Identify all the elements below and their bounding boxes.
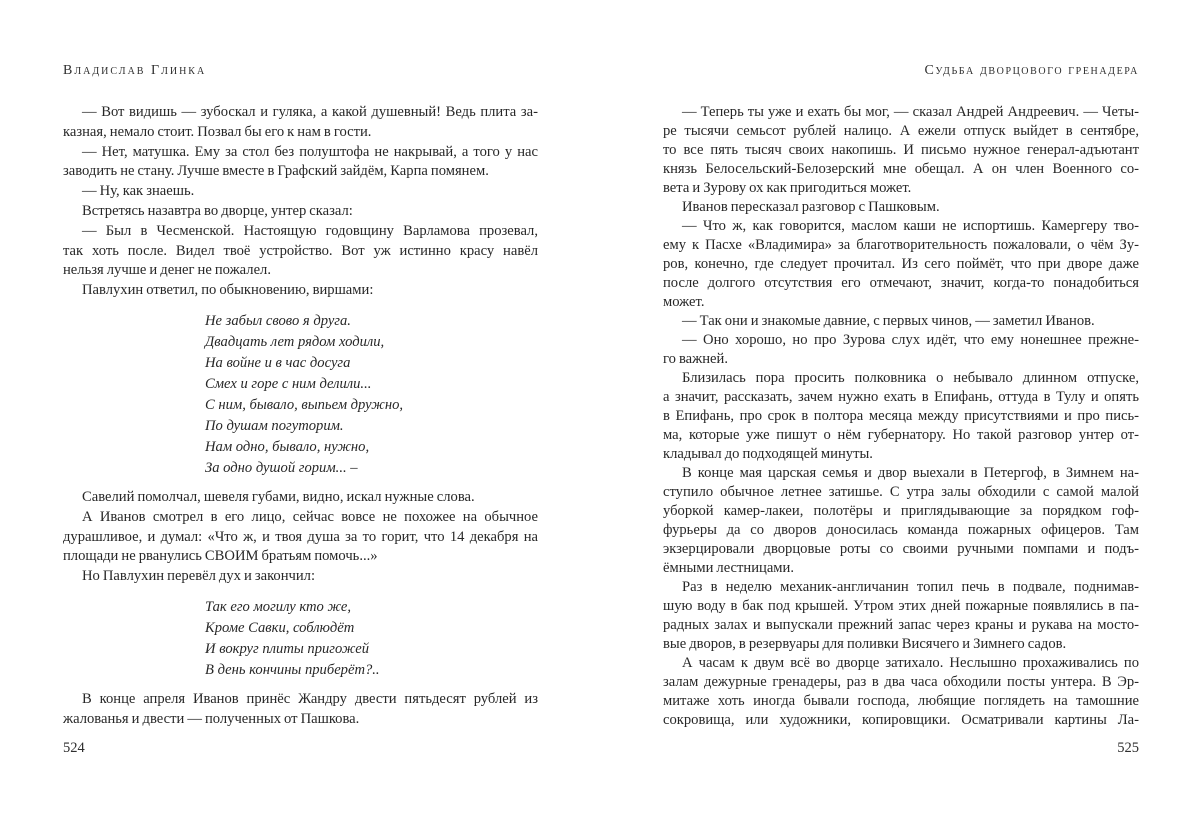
text-line: вые дворов, в резервуары для поливки Висячего и Зимнего садов. (663, 636, 1067, 652)
text-line: в Епифань, про срок в полтора месяца между присутствиями и про пись- (663, 408, 1139, 424)
paragraph-block (663, 578, 1139, 654)
paragraph-block (63, 202, 538, 222)
text-line: Кроме Савки, соблюдёт (205, 619, 355, 636)
page-number-left: 524 (63, 740, 85, 756)
text-line: митаже хоть иногда бывали господа, любящие поглядеть на тамошние (663, 693, 1139, 709)
text-line: после долгого отсутствия его отмечают, значит, когда-то понадобиться (663, 275, 1139, 291)
paragraph-block (663, 654, 1139, 730)
paragraph-block (63, 488, 538, 508)
text-line: фурьеры да со дворов доносилась команда пожарных офицеров. Там (663, 522, 1139, 538)
text-line: дурашливое, и думал: «Что ж, и твоя душа за то горит, что 14 декабря на (63, 528, 538, 545)
text-line: — Что ж, как говорится, маслом каши не испортишь. Камергеру тво- (682, 218, 1139, 234)
text-line: И вокруг плиты пригожей (205, 640, 370, 657)
text-line: Савелий помолчал, шевеля губами, видно, искал нужные слова. (82, 488, 475, 505)
text-line: — Теперь ты уже и ехать бы мог, — сказал Андрей Андреевич. — Четы- (682, 104, 1139, 120)
paragraph-block (63, 222, 538, 281)
book-page-right (663, 0, 1139, 822)
text-line: уборкой камер-лакеи, полотёры и приглядывающие за порядком гоф- (663, 503, 1139, 519)
paragraph-block (63, 182, 538, 202)
text-line: Нам одно, бывало, нужно, (205, 438, 370, 455)
text-line: может. (663, 294, 705, 310)
text-line: Близилась пора просить полковника о небывало длинном отпуске, (682, 370, 1139, 386)
text-line: Иванов пересказал разговор с Пашковым. (682, 199, 940, 215)
text-line: В день кончины приберёт?.. (205, 661, 380, 678)
text-line: Двадцать лет рядом ходили, (205, 333, 385, 350)
paragraph-block (663, 103, 1139, 198)
text-line: — Нет, матушка. Ему за стол без полуштофа не накрывай, а того у нас (82, 143, 538, 160)
text-line: Смех и горе с ним делили... (205, 375, 372, 392)
page-body-left (63, 103, 538, 730)
book-page-left (63, 0, 538, 822)
text-line: По душам погуторим. (205, 417, 344, 434)
text-line: сокровища, или художники, копировщики. Осматривали картины Ла- (663, 712, 1139, 728)
text-line: вета и Зурову ох как пригодиться может. (663, 180, 912, 196)
text-line: кладывал до подходящей минуты. (663, 446, 873, 462)
text-line: Так его могилу кто же, (205, 598, 352, 615)
text-line: жалованья и двести — полученных от Пашкова. (63, 710, 360, 727)
text-line: го важней. (663, 351, 728, 367)
text-line: — Так они и знакомые давние, с первых чинов, — заметил Иванов. (682, 313, 1095, 329)
paragraph-block (663, 369, 1139, 464)
paragraph-block (63, 508, 538, 567)
paragraph-block (663, 331, 1139, 369)
paragraph-block (63, 690, 538, 730)
text-line: то все пять тысяч своих накопишь. И письмо нужное генерал-адъютант (663, 142, 1139, 158)
page-body-right (663, 103, 1139, 730)
text-line: шую воду в бак под крышей. Утром этих дней пожарные появлялись в па- (663, 598, 1139, 614)
text-line: радных залах и выпускали прежний запас через краны и рукава на мосто- (663, 617, 1139, 633)
text-line: князь Белосельский-Белозерский мне обещал. А он член Военного со- (663, 161, 1139, 177)
text-line: — Вот видишь — зубоскал и гуляка, а какой душевный! Ведь плита за- (82, 104, 538, 120)
running-header-author: Владислав Глинка (63, 63, 207, 78)
text-line: площади не рванулись СВОИМ братьям помочь...» (63, 548, 378, 565)
paragraph-block (63, 281, 538, 301)
verse-block (205, 311, 538, 479)
paragraph-block (63, 103, 538, 143)
text-line: В конце мая царская семья и двор выехали в Петергоф, в Зимнем на- (682, 465, 1139, 481)
text-line: ему к Пасхе «Владимира» за благотворительность пожаловали, о чём Зу- (663, 237, 1139, 253)
text-line: Но Павлухин перевёл дух и закончил: (82, 568, 316, 585)
text-line: Не забыл свово я друга. (205, 312, 351, 329)
text-line: В конце апреля Иванов принёс Жандру двести пятьдесят рублей из (82, 690, 538, 707)
text-line: а значит, рассказать, зачем нужно ехать в Епифань, оттуда в Тулу и опять (663, 389, 1139, 405)
paragraph-block (663, 312, 1139, 331)
text-line: А часам к двум всё во дворце затихало. Неслышно прохаживались по (682, 655, 1139, 671)
paragraph-block (663, 198, 1139, 217)
text-line: ступило обычное летнее затишье. С утра залы обходили с самой малой (663, 484, 1139, 500)
verse-block (205, 597, 538, 681)
paragraph-block (63, 143, 538, 183)
text-line: За одно душой горим... – (205, 459, 358, 476)
text-line: — Был в Чесменской. Настоящую годовщину Варламова прозевал, (82, 222, 538, 239)
text-line: А Иванов смотрел в его лицо, сейчас вовсе не похожее на обычное (82, 508, 538, 525)
text-line: ёмными лестницами. (663, 560, 795, 576)
text-line: казная, немало стоит. Позвал бы его к нам в гости. (63, 123, 372, 140)
text-line: так хоть после. Видел твоё устройство. Вот уж истинно красу навёл (63, 242, 538, 259)
text-line: Встретясь назавтра во дворце, унтер сказал: (82, 202, 353, 219)
text-line: Павлухин ответил, по обыкновению, виршами: (82, 282, 374, 299)
paragraph-block (663, 464, 1139, 578)
text-line: экзерцировали дворцовые роты со своими ручными помпами и подъ- (663, 541, 1139, 557)
text-line: залам дежурные гренадеры, раз в два часа обходили посты унтера. В Эр- (663, 674, 1139, 690)
text-line: Раз в неделю механик-англичанин топил печь в подвале, поднимав- (682, 579, 1139, 595)
running-header-title: Судьба дворцового гренадера (924, 63, 1139, 78)
text-line: С ним, бывало, выпьем дружно, (205, 396, 404, 413)
text-line: — Оно хорошо, но про Зурова слух идёт, что ему нонешнее прежне- (682, 332, 1139, 348)
text-line: заводить не стану. Лучше вместе в Графский зайдём, Карпа помянем. (63, 163, 489, 180)
page-number-right: 525 (1117, 740, 1139, 756)
paragraph-block (663, 217, 1139, 312)
text-line: нельзя лучше и денег не пожалел. (63, 262, 271, 279)
text-line: На войне и в час досуга (205, 354, 351, 371)
text-line: ма, которые уже пишут о нём губернатору. Но такой разговор унтер от- (663, 427, 1139, 443)
paragraph-block (63, 567, 538, 587)
text-line: ре тысячи семьсот рублей налицо. А ежели отпуск выйдет в сентябре, (663, 123, 1139, 139)
text-line: — Ну, как знаешь. (82, 183, 195, 200)
text-line: ров, конечно, где следует прочитал. Из сего поймёт, что при дворе даже (663, 256, 1139, 272)
